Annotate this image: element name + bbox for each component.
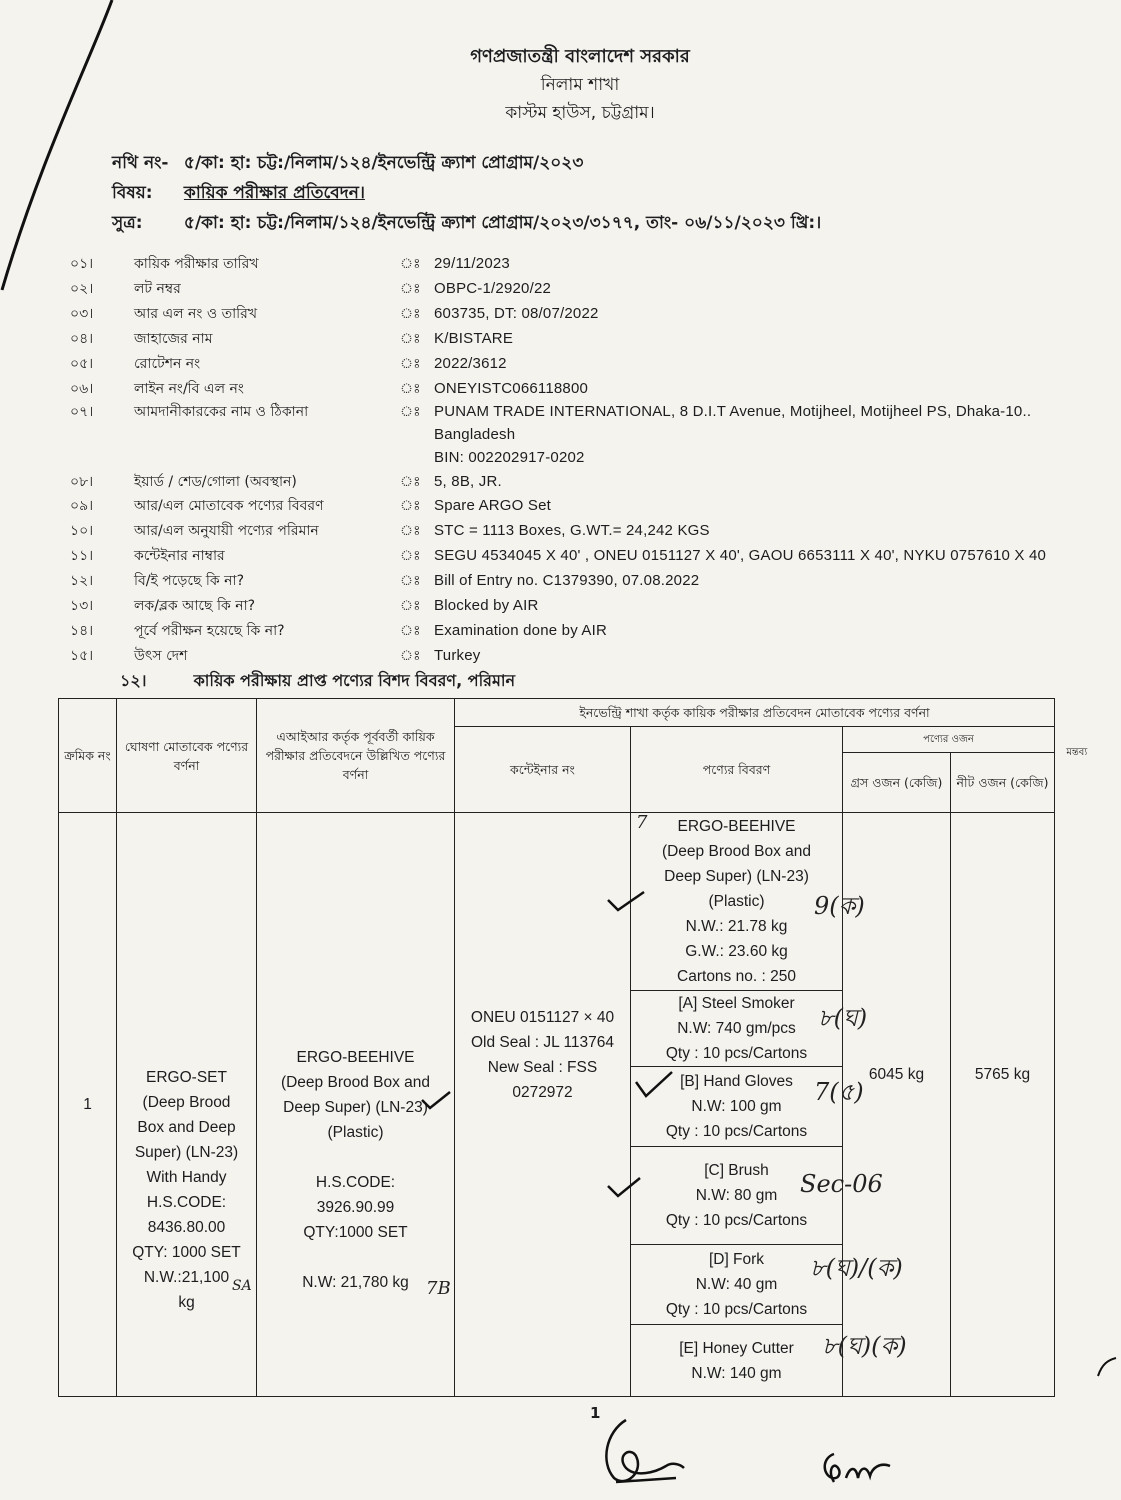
field-value — [434, 519, 710, 542]
field-value-line: 5, 8B, JR. — [434, 473, 502, 490]
field-label: লট নম্বর — [134, 281, 181, 297]
field-separator: ঃ — [400, 356, 421, 372]
field-value-line: PUNAM TRADE INTERNATIONAL, 8 D.I.T Avenue, Motijheel, Motijheel PS, Dhaka-10.. — [434, 403, 1032, 420]
subject-label: বিষয়: — [112, 183, 153, 203]
field-separator: ঃ — [400, 623, 421, 639]
declared-cell-line: With Handy — [146, 1168, 227, 1186]
goods-table-body — [59, 813, 1099, 1397]
field-value-line: Examination done by AIR — [434, 622, 608, 639]
net-weight-cell: 5765 kg — [951, 813, 1055, 1397]
field-number: ১১। — [70, 548, 94, 564]
field-label: আমদানীকারকের নাম ও ঠিকানা — [134, 404, 309, 420]
gross-weight-cell: 6045 kg — [843, 813, 951, 1397]
field-separator: ঃ — [400, 404, 421, 420]
pen-mark-icon — [1096, 1356, 1118, 1380]
remarks-cell — [1055, 813, 1099, 1397]
header-goods-desc: পণ্যের বিবরণ — [631, 727, 843, 813]
declared-cell-line: 8436.80.00 — [147, 1218, 226, 1236]
field-label: ইয়ার্ড / শেড/গোলা (অবস্থান) — [134, 474, 297, 490]
field-value-line: Bill of Entry no. C1379390, 07.08.2022 — [434, 572, 700, 589]
field-separator: ঃ — [400, 306, 421, 322]
field-value — [434, 494, 551, 517]
field-value — [434, 327, 513, 350]
goods-item-cell-line: [B] Hand Gloves — [680, 1073, 793, 1090]
field-number: ০৪। — [70, 331, 94, 347]
header-container: কন্টেইনার নং — [455, 727, 631, 813]
header-extra: মন্তব্য — [1066, 746, 1088, 758]
field-separator: ঃ — [400, 573, 421, 589]
field-label: পূর্বে পরীক্ষন হয়েছে কি না? — [134, 623, 285, 639]
declared-cell — [117, 813, 257, 1397]
field-value — [434, 569, 699, 592]
field-number: ১৫। — [70, 648, 94, 664]
field-value — [434, 352, 507, 375]
serial-cell: 1 — [59, 813, 117, 1397]
field-separator: ঃ — [400, 498, 421, 514]
goods-item-cell-line: Qty : 10 pcs/Cartons — [665, 1212, 808, 1229]
field-value — [434, 400, 1031, 469]
air-prev-cell-line: QTY:1000 SET — [303, 1223, 408, 1241]
field-value-line: SEGU 4534045 X 40' , ONEU 0151127 X 40', GAOU 6653111 X 40', NYKU 0757610 X 40 — [434, 547, 1047, 564]
field-label: কন্টেইনার নাম্বার — [134, 548, 225, 564]
goods-item-cell-line: Qty : 10 pcs/Cartons — [665, 1045, 808, 1062]
handwritten-note-7: 7B — [426, 1278, 451, 1299]
signature-1 — [596, 1412, 686, 1492]
goods-item-cell — [631, 1325, 843, 1397]
container-cell-line: Old Seal : JL 113764 — [470, 1033, 615, 1051]
container-cell-line: New Seal : FSS — [487, 1058, 598, 1076]
declared-cell-line: ERGO-SET — [146, 1068, 227, 1086]
container-cell-line: 0272972 — [512, 1083, 573, 1101]
field-label: জাহাজের নাম — [134, 331, 213, 347]
field-number: ১২। — [70, 573, 94, 589]
handwritten-note-8: SA — [232, 1278, 252, 1294]
header-government: গণপ্রজাতন্ত্রী বাংলাদেশ সরকার — [470, 46, 690, 67]
field-value — [434, 302, 599, 325]
section-number: ১২। — [120, 671, 147, 690]
field-separator: ঃ — [400, 331, 421, 347]
field-number: ০৬। — [70, 381, 94, 397]
declared-cell-line: H.S.CODE: — [146, 1193, 227, 1211]
reference-label: সুত্র: — [112, 213, 143, 233]
field-value — [434, 544, 1046, 567]
field-number: ১০। — [70, 523, 94, 539]
field-separator: ঃ — [400, 281, 421, 297]
page-number: 1 — [590, 1404, 601, 1422]
field-label: লক/ব্লক আছে কি না? — [134, 598, 256, 614]
field-label: আর/এল মোতাবেক পণ্যের বিবরণ — [134, 498, 324, 514]
field-value-line: K/BISTARE — [434, 330, 514, 347]
signature-2 — [820, 1448, 894, 1488]
handwritten-note-6: ৮(ঘ)(ক) — [822, 1332, 907, 1360]
field-value-line: BIN: 002202917-0202 — [434, 449, 585, 466]
goods-item-cell-line: N.W: 80 gm — [695, 1187, 778, 1204]
declared-cell-line: Super) (LN-23) — [134, 1143, 239, 1161]
header-weight-group: পণ্যের ওজন — [843, 727, 1055, 753]
field-label: বি/ই পড়েছে কি না? — [134, 573, 245, 589]
field-value-line: ONEYISTC066118800 — [434, 380, 589, 397]
handwritten-note-1: 9(ক) — [814, 892, 865, 920]
header-branch: নিলাম শাখা — [540, 75, 620, 95]
goods-item-cell-line: Cartons no. : 250 — [677, 968, 796, 985]
goods-item-cell-line: (Plastic) — [708, 893, 765, 910]
goods-item-cell-line: [A] Steel Smoker — [678, 995, 795, 1012]
check-mark-icon — [606, 1176, 642, 1200]
goods-item-cell-line: G.W.: 23.60 kg — [685, 943, 788, 960]
declared-cell-line: (Deep Brood — [142, 1093, 231, 1111]
air-prev-cell-line: (Deep Brood Box and — [280, 1073, 431, 1091]
field-value-line: Blocked by AIR — [434, 597, 539, 614]
field-value — [434, 277, 551, 300]
field-value — [434, 252, 510, 275]
goods-item-cell-line: N.W: 100 gm — [691, 1098, 782, 1115]
goods-item-cell-line: Qty : 10 pcs/Cartons — [665, 1123, 808, 1140]
field-label: কায়িক পরীক্ষার তারিখ — [134, 256, 259, 272]
goods-item-cell-line: N.W: 140 gm — [691, 1364, 782, 1382]
field-value-line: 603735, DT: 08/07/2022 — [434, 305, 599, 322]
subject — [112, 180, 365, 208]
field-value-line: Turkey — [434, 647, 481, 664]
declared-cell-line: QTY: 1000 SET — [132, 1243, 241, 1261]
handwritten-note-9: 7 — [636, 812, 648, 833]
header-net: নীট ওজন (কেজি) — [951, 753, 1055, 813]
field-value-line: 2022/3612 — [434, 355, 507, 372]
goods-item-cell-line: N.W: 740 gm/pcs — [677, 1020, 796, 1037]
handwritten-note-3: 7(৫) — [814, 1078, 864, 1106]
section-title — [120, 668, 515, 695]
file-number-label: নথি নং- — [112, 153, 169, 173]
air-prev-cell-line: ERGO-BEEHIVE — [296, 1048, 415, 1066]
goods-item-cell-line: N.W.: 21.78 kg — [685, 918, 788, 935]
goods-item-cell — [631, 813, 843, 991]
goods-item-cell — [631, 991, 843, 1067]
check-mark-icon — [420, 1090, 452, 1112]
field-number: ০৮। — [70, 474, 94, 490]
field-value-line: Spare ARGO Set — [434, 497, 552, 514]
goods-item-cell-line: N.W: 40 gm — [695, 1276, 778, 1293]
table-row — [59, 813, 1099, 991]
field-separator: ঃ — [400, 548, 421, 564]
file-number-value: ৫/কা: হা: চট্ট:/নিলাম/১২৪/ইনভেন্ট্রি ক্র্যাশ প্রোগ্রাম/২০২৩ — [183, 153, 584, 173]
field-separator: ঃ — [400, 598, 421, 614]
goods-item-cell-line: [E] Honey Cutter — [679, 1339, 794, 1357]
header-air-prev: এআইআর কর্তৃক পূর্ববর্তী কায়িক পরীক্ষার প্রতিবেদনে উল্লিখিত পণ্যের বর্ণনা — [257, 699, 455, 813]
goods-item-cell-line: Deep Super) (LN-23) — [664, 868, 809, 885]
header-declared: ঘোষণা মোতাবেক পণ্যের বর্ণনা — [117, 699, 257, 813]
field-value — [434, 470, 502, 493]
field-number: ০৫। — [70, 356, 94, 372]
field-separator: ঃ — [400, 474, 421, 490]
field-value-line: OBPC-1/2920/22 — [434, 280, 552, 297]
field-label: আর/এল অনুযায়ী পণ্যের পরিমান — [134, 523, 319, 539]
field-value — [434, 644, 481, 667]
field-number: ০৭। — [70, 404, 94, 420]
air-prev-cell-line: H.S.CODE: — [315, 1173, 396, 1191]
check-mark-icon — [634, 1070, 674, 1100]
field-number: ১৩। — [70, 598, 94, 614]
field-label: আর এল নং ও তারিখ — [134, 306, 258, 322]
container-cell-line: ONEU 0151127 × 40 — [470, 1008, 615, 1026]
subject-value: কায়িক পরীক্ষার প্রতিবেদন। — [183, 183, 365, 203]
file-number — [112, 150, 583, 178]
field-separator: ঃ — [400, 381, 421, 397]
field-number: ০১। — [70, 256, 94, 272]
handwritten-note-2: ৮(ঘ) — [818, 1004, 868, 1032]
field-separator: ঃ — [400, 523, 421, 539]
section-title-text: কায়িক পরীক্ষায় প্রাপ্ত পণ্যের বিশদ বিবরণ, পরিমান — [193, 671, 516, 690]
field-number: ০২। — [70, 281, 94, 297]
air-prev-cell-line: N.W: 21,780 kg — [302, 1273, 409, 1291]
field-number: ০৯। — [70, 498, 94, 514]
field-value-line: 29/11/2023 — [434, 255, 510, 272]
handwritten-note-5: ৮(ঘ)/(ক) — [810, 1254, 903, 1282]
field-value — [434, 594, 539, 617]
field-value-line: STC = 1113 Boxes, G.WT.= 24,242 KGS — [434, 522, 710, 539]
field-label: রোটেশন নং — [134, 356, 201, 372]
air-prev-cell-line: 3926.90.99 — [316, 1198, 395, 1216]
air-prev-cell-line — [257, 1245, 454, 1270]
declared-cell-line: kg — [178, 1293, 195, 1311]
goods-item-cell-line: ERGO-BEEHIVE — [677, 818, 796, 835]
container-cell — [455, 813, 631, 1397]
goods-item-cell-line: [C] Brush — [704, 1162, 769, 1179]
field-value-line: Bangladesh — [434, 426, 516, 443]
goods-item-cell-line: (Deep Brood Box and — [661, 843, 812, 860]
goods-table — [58, 698, 1099, 1397]
header-office: কাস্টম হাউস, চট্টগ্রাম। — [505, 103, 655, 123]
field-separator: ঃ — [400, 648, 421, 664]
goods-item-cell-line: Qty : 10 pcs/Cartons — [665, 1301, 808, 1318]
goods-item-cell-line: [D] Fork — [708, 1251, 765, 1268]
declared-cell-line: Box and Deep — [137, 1118, 236, 1136]
field-value — [434, 619, 607, 642]
header-inventory-group: ইনভেন্ট্রি শাখা কর্তৃক কায়িক পরীক্ষার প্রতিবেদন মোতাবেক পণ্যের বর্ণনা — [455, 699, 1055, 727]
header-serial: ক্রমিক নং — [59, 699, 117, 813]
field-label: উৎস দেশ — [134, 648, 188, 664]
air-prev-cell-line: Deep Super) (LN-23) — [283, 1098, 428, 1116]
declared-cell-line: N.W.:21,100 — [143, 1268, 230, 1286]
reference-value: ৫/কা: হা: চট্ট:/নিলাম/১২৪/ইনভেন্ট্রি ক্র্যাশ প্রোগ্রাম/২০২৩/৩১৭৭, তাং- ০৬/১১/২০২৩ খ্রি:। — [183, 213, 822, 233]
field-label: লাইন নং/বি এল নং — [134, 381, 244, 397]
field-value — [434, 377, 588, 400]
air-prev-cell-line — [257, 1145, 454, 1170]
reference — [112, 210, 821, 238]
field-number: ০৩। — [70, 306, 94, 322]
field-separator: ঃ — [400, 256, 421, 272]
header-gross: গ্রস ওজন (কেজি) — [843, 753, 951, 813]
field-number: ১৪। — [70, 623, 94, 639]
check-mark-icon — [606, 890, 646, 914]
handwritten-note-4: Sec-06 — [800, 1170, 883, 1198]
air-prev-cell-line: (Plastic) — [327, 1123, 384, 1141]
